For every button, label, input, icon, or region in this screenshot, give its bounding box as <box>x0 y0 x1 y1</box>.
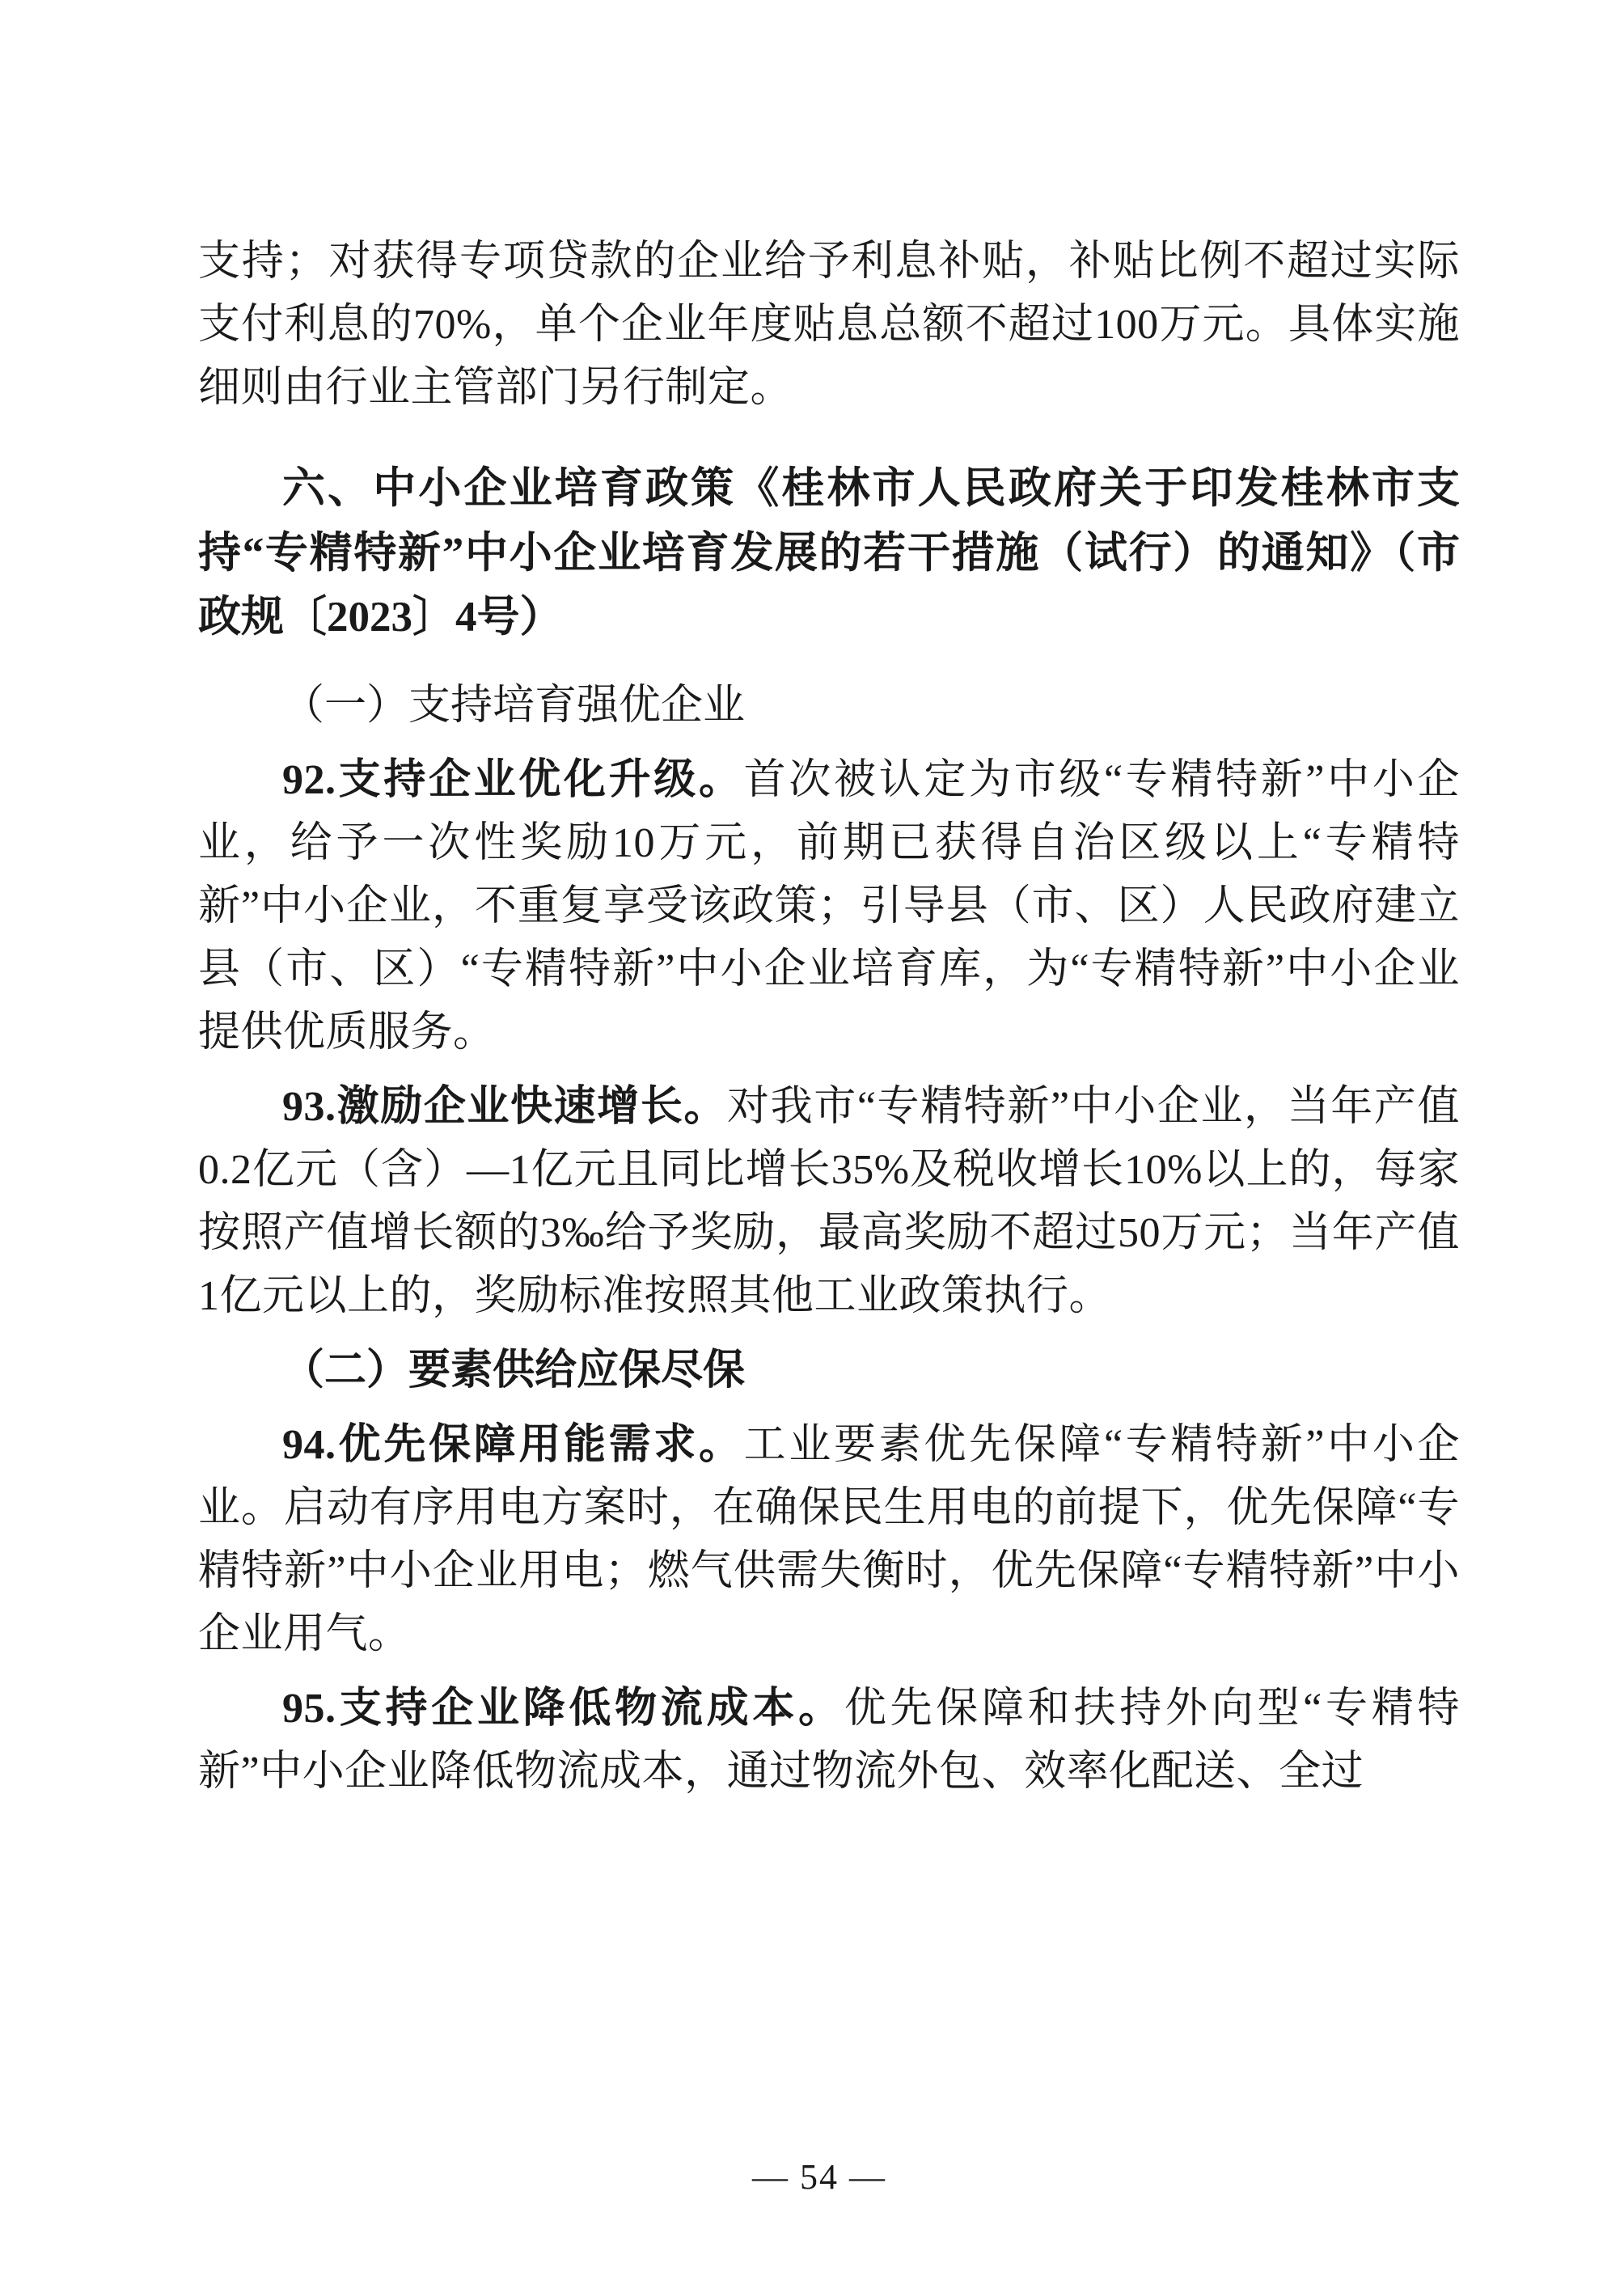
page-number: — 54 — <box>752 2157 886 2197</box>
subsection-title-1: （一）支持培育强优企业 <box>282 682 746 729</box>
policy-item-92-title: 支持企业优化升级。 <box>336 756 744 803</box>
policy-item-93-title: 激励企业快速增长。 <box>336 1083 728 1130</box>
policy-item-93 <box>198 1076 1460 1328</box>
section-heading: 六、中小企业培育政策《桂林市人民政府关于印发桂林市支持“专精特新”中小企业培育发展的若干措施（试行）的通知》（市政规〔2023〕4号） <box>198 465 1460 641</box>
policy-item-95-body: 优先保障和扶持外向型“专精特新”中小企业降低物流成本，通过物流外包、效率化配送、全过 <box>198 1685 1460 1795</box>
subsection-title-2: （二）要素供给应保尽保 <box>282 1347 746 1394</box>
page-footer <box>0 2156 1624 2198</box>
policy-item-93-body: 对我市“专精特新”中小企业，当年产值0.2亿元（含）—1亿元且同比增长35%及税收增长10%以上的，每家按照产值增长额的3‰给予奖励，最高奖励不超过50万元；当年产值1亿元以上的，奖励标准按照其他工业政策执行。 <box>198 1083 1460 1319</box>
policy-item-95-title: 支持企业降低物流成本。 <box>336 1685 844 1732</box>
document-body <box>198 231 1460 1804</box>
policy-item-94 <box>198 1414 1460 1666</box>
policy-item-95-number: 95. <box>282 1685 336 1732</box>
policy-item-94-body: 工业要素优先保障“专精特新”中小企业。启动有序用电方案时，在确保民生用电的前提下，优先保障“专精特新”中小企业用电；燃气供需失衡时，优先保障“专精特新”中小企业用气。 <box>198 1421 1460 1657</box>
policy-item-93-number: 93. <box>282 1083 336 1130</box>
policy-item-92-number: 92. <box>282 756 336 803</box>
policy-item-92 <box>198 749 1460 1064</box>
policy-item-94-title: 优先保障用能需求。 <box>336 1421 744 1468</box>
paragraph-continued: 支持；对获得专项贷款的企业给予利息补贴，补贴比例不超过实际支付利息的70%，单个企业年度贴息总额不超过100万元。具体实施细则由行业主管部门另行制定。 <box>198 239 1460 411</box>
policy-item-92-body: 首次被认定为市级“专精特新”中小企业，给予一次性奖励10万元，前期已获得自治区级以上“专精特新”中小企业，不重复享受该政策；引导县（市、区）人民政府建立县（市、区）“专精特新”中小企业培育库，为“专精特新”中小企业提供优质服务。 <box>198 756 1460 1056</box>
policy-item-94-number: 94. <box>282 1421 336 1468</box>
policy-item-95 <box>198 1677 1460 1804</box>
